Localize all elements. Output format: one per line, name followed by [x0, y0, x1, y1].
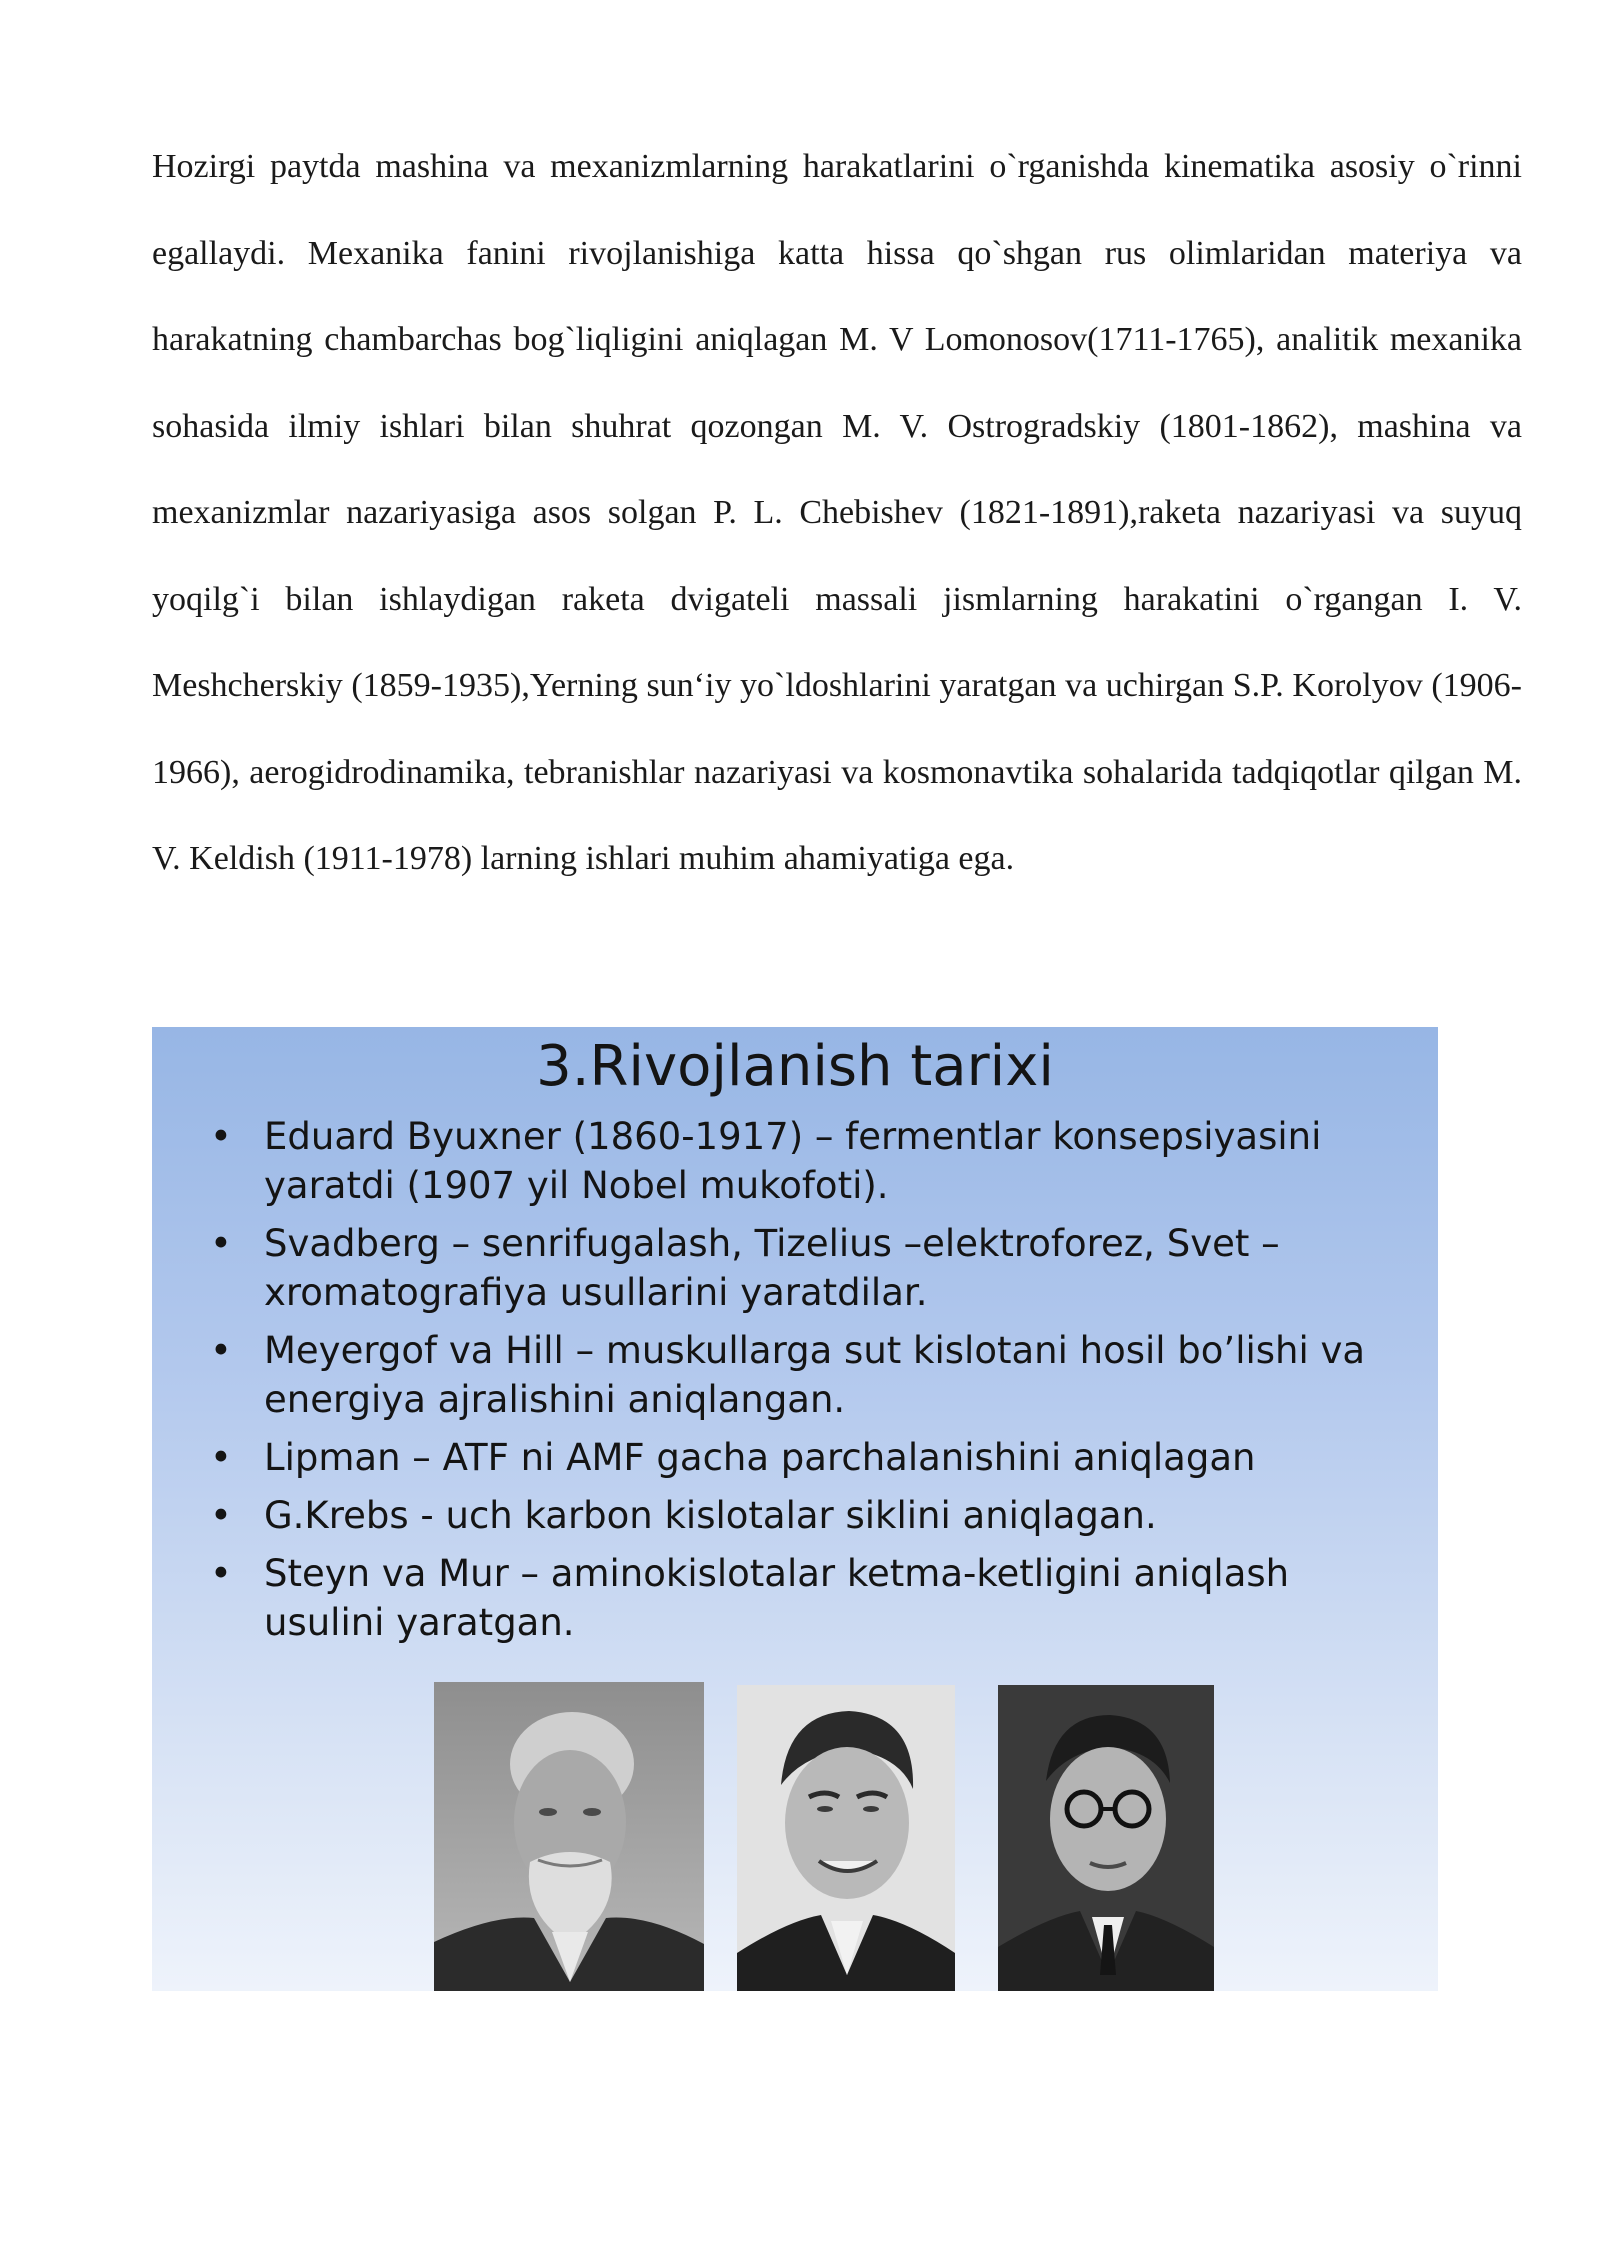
bullet-dot-icon: • [210, 1494, 232, 1537]
slide-bullet [208, 1491, 1398, 1540]
bullet-dot-icon: • [210, 1329, 232, 1372]
slide-bullet [208, 1112, 1398, 1210]
portrait-photo [998, 1685, 1214, 1991]
portrait-photo [737, 1685, 955, 1991]
slide-bullet-text: Lipman – ATF ni AMF gacha parchalanishini aniqlagan [264, 1436, 1256, 1479]
slide-bullet [208, 1549, 1398, 1647]
bullet-dot-icon: • [210, 1436, 232, 1479]
slide-bullet [208, 1433, 1398, 1482]
embedded-slide-image [152, 1027, 1438, 1991]
bullet-dot-icon: • [210, 1115, 232, 1158]
slide-title: 3.Rivojlanish tarixi [536, 1034, 1054, 1099]
slide-bullet [208, 1326, 1398, 1424]
bullet-dot-icon: • [210, 1552, 232, 1595]
portrait-photo [434, 1682, 704, 1991]
slide-bullet-text: Eduard Byuxner (1860-1917) – fermentlar konsepsiyasini yaratdi (1907 yil Nobel mukofoti). [264, 1115, 1322, 1207]
slide-bullet-text: Svadberg – senrifugalash, Tizelius –elektroforez, Svet – xromatografiya usullarini yaratdilar. [264, 1222, 1280, 1314]
slide-bullet-text: Meyergof va Hill – muskullarga sut kislotani hosil bo’lishi va energiya ajralishini aniqlangan. [264, 1329, 1366, 1421]
body-paragraph: Hozirgi paytda mashina va mexanizmlarning harakatlarini o`rganishda kinematika asosiy o`rinni egallaydi. Mexanika fanini rivojlanishiga katta hissa qo`shgan rus olimlaridan materiya va harakatning chambarchas bog`liqligini aniqlagan M. V Lomonosov(1711-1765), analitik mexanika sohasida ilmiy ishlari bilan shuhrat qozongan M. V. Ostrogradskiy (1801-1862), mashina va mexanizmlar nazariyasiga asos solgan P. L. Chebishev (1821-1891),raketa nazariyasi va suyuq yoqilg`i bilan ishlaydigan raketa dvigateli massali jismlarning harakatini o`rgangan I. V. Meshcherskiy (1859-1935),Yerning sun‘iy yo`ldoshlarini yaratgan va uchirgan S.P. Korolyov (1906-1966), aerogidrodinamika, tebranishlar nazariyasi va kosmonavtika sohalarida tadqiqotlar qilgan M. V. Keldish (1911-1978) larning ishlari muhim ahamiyatiga ega. [152, 148, 1522, 877]
slide-bullet-list [208, 1112, 1398, 1656]
slide-bullet-text: G.Krebs - uch karbon kislotalar siklini aniqlagan. [264, 1494, 1157, 1537]
slide-bullet [208, 1219, 1398, 1317]
slide-bullet-text: Steyn va Mur – aminokislotalar ketma-ketligini aniqlash usulini yaratgan. [264, 1552, 1290, 1644]
bullet-dot-icon: • [210, 1222, 232, 1265]
